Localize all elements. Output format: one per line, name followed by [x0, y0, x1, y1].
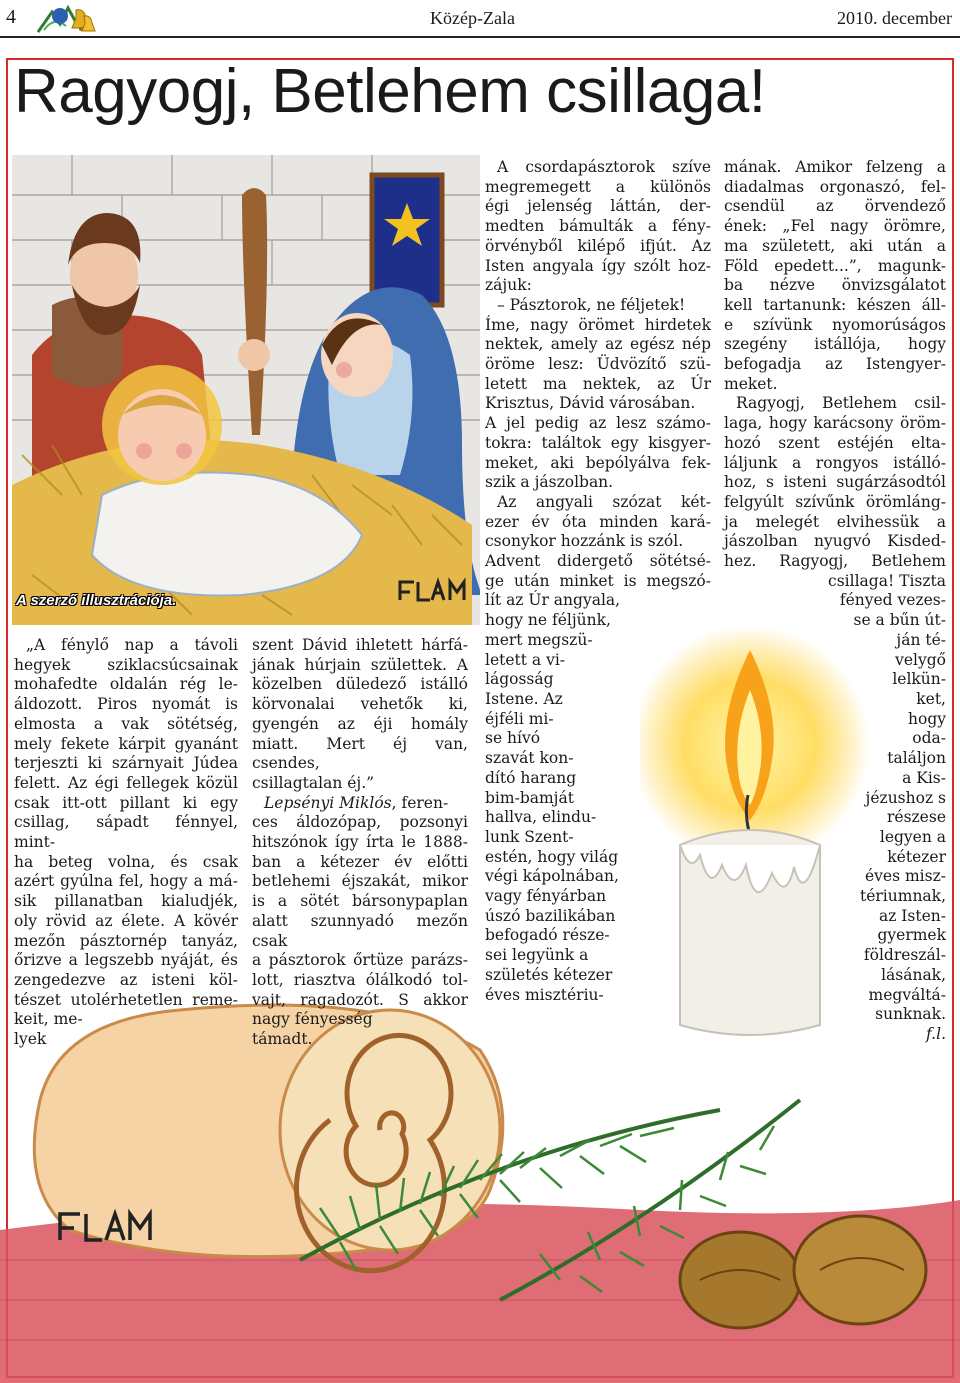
- text-line: mának. Amikor felzeng a: [724, 158, 946, 176]
- text-line: keit, me-: [14, 1010, 83, 1029]
- text-line: gyengén az éji homály: [252, 714, 468, 733]
- text-line: ha beteg volna, és csak: [14, 852, 238, 871]
- text-line: jézushoz s: [865, 788, 946, 807]
- text-line: befogadó része-: [485, 926, 610, 945]
- text-line: zengedezve az isteni köl-: [14, 970, 238, 989]
- text-line: hogy ne féljünk,: [485, 611, 611, 630]
- author-name: Lepsényi Miklós: [264, 793, 392, 812]
- text-line: se a bűn út-: [853, 611, 946, 630]
- text-line: az Isten-: [878, 906, 946, 925]
- text-line: elmosta a vak sötétség,: [14, 714, 238, 733]
- text-line: csonykor hozzánk is szól.: [485, 532, 684, 551]
- text-line: Advent didergető sötétsé-: [485, 552, 711, 571]
- text-line: Krisztus, Dávid városában.: [485, 394, 696, 413]
- text-line: letett a vi-: [485, 650, 566, 669]
- text-line: lásának,: [881, 965, 946, 984]
- text-line: miatt. Mert éj van, csendes,: [252, 734, 468, 773]
- text-line: láljunk a rongyos istálló-: [724, 453, 946, 472]
- text-line: Föld epedett...”, magunk-: [724, 256, 946, 275]
- text-line: lelkün-: [892, 670, 946, 689]
- text-line: örvényből kilépő ifjút. Az: [485, 236, 711, 255]
- page-number: 4: [6, 6, 16, 28]
- text-line: meket.: [724, 374, 778, 393]
- text-line: se hívó: [485, 729, 541, 748]
- text-line: betlehemi éjszakát, mikor: [252, 872, 468, 891]
- article-column-2: [252, 636, 468, 1050]
- text-line: körvonalai vehetők ki,: [252, 695, 468, 714]
- header-rule: [0, 36, 960, 38]
- text-line: lunk Szent-: [485, 827, 574, 846]
- text-line: csillagtalan éj.”: [252, 773, 375, 792]
- text-line: laga, hogy karácsony öröm-: [724, 414, 946, 433]
- text-line: ja melegét elvihessük a: [724, 512, 946, 531]
- text-line: szent Dávid ihletett hárfá-: [252, 636, 468, 654]
- text-line: éjféli mi-: [485, 709, 554, 728]
- text-line: égi jelenség láttán, der-: [485, 197, 711, 216]
- text-line: mely fekete kárpit gyanánt: [14, 734, 238, 753]
- text-line: ket,: [916, 689, 946, 708]
- text-line: ján té-: [896, 630, 946, 649]
- text-line: sei legyünk a: [485, 946, 589, 965]
- text-line: lyek: [14, 1030, 47, 1049]
- text-line: hegyek sziklacsúcsainak: [14, 655, 238, 674]
- text-line: éves misz-: [865, 867, 946, 886]
- text-line: megváltá-: [868, 985, 946, 1004]
- text-line: őrizve a legszebb nyáját, és: [14, 951, 238, 970]
- text-line: hez. Ragyogj, Betlehem: [724, 552, 946, 571]
- text-line: Istene. Az: [485, 689, 563, 708]
- text-line: úszó bazilikában: [485, 906, 616, 925]
- text-line: áldozott. Piros nyomát is: [14, 695, 238, 714]
- text-line: tokra: találtok egy kisgyer-: [485, 433, 711, 452]
- text-line: e szívünk nyomorúságos: [724, 315, 946, 334]
- text-line: lágosság: [485, 670, 554, 689]
- text-line: „A fénylő nap a távoli: [26, 636, 238, 654]
- text-line: sunknak.: [875, 1005, 946, 1024]
- text-line: öröme lesz: Üdvözítő szü-: [485, 355, 711, 374]
- article-column-1: [14, 636, 238, 1050]
- text-line: földreszál-: [863, 946, 946, 965]
- text-line: hozó szent estéjén elta-: [724, 433, 946, 452]
- text-line: ezer év óta minden kará-: [485, 512, 711, 531]
- text-line: támadt.: [252, 1030, 313, 1049]
- illustration-credit: A szerző illusztrációja.: [16, 592, 177, 609]
- text-line: a Kis-: [902, 768, 946, 787]
- text-line: vajt, ragadozót. S akkor: [252, 990, 468, 1009]
- text-line: születés kétezer: [485, 965, 613, 984]
- text-line: szik a jászolban.: [485, 473, 614, 492]
- text-line: sik pillanatban kialudjék,: [14, 892, 238, 911]
- text-line: mert megszü-: [485, 630, 593, 649]
- text-line: A jel pedig az lesz számo-: [485, 414, 711, 433]
- text-line: legyen a: [879, 827, 946, 846]
- text-line: Íme, nagy örömet hirdetek: [485, 315, 711, 334]
- text-line: vagy fényárban: [485, 887, 607, 906]
- text-line: csak itt-ott pillant ki egy: [14, 793, 238, 812]
- text-line: estén, hogy világ: [485, 847, 619, 866]
- text-line: letett ma nektek, az Úr: [485, 374, 711, 393]
- text-line: medten bámulták a fény-: [485, 217, 711, 236]
- text-line: bim-bamját: [485, 788, 574, 807]
- text-line: tériumnak,: [860, 887, 946, 906]
- publication-name: Közép-Zala: [430, 8, 515, 28]
- text-line: oly rövid az élete. A kövér: [14, 911, 238, 930]
- author-paragraph: Lepsényi Miklós, feren-: [264, 793, 449, 812]
- article-column-3: [485, 158, 711, 1005]
- text-line: lít az Úr angyala,: [485, 591, 621, 610]
- issue-date: 2010. december: [837, 8, 952, 28]
- text-line: fényed vezes-: [839, 591, 946, 610]
- text-line: dító harang: [485, 768, 577, 787]
- text-line: zájuk:: [485, 276, 532, 295]
- text-line: hoz, s isteni sugárzásodtól: [724, 473, 946, 492]
- text-line: ének: „Fel nagy örömre,: [724, 217, 946, 236]
- text-line: is a sötét bársonypaplan: [252, 892, 468, 911]
- text-line: csillaga! Tiszta: [828, 571, 946, 590]
- article-title: Ragyogj, Betlehem csillaga!: [14, 57, 766, 126]
- text-line: találjon: [887, 749, 946, 768]
- text-line: csillag, sápadt fénnyel, mint-: [14, 813, 238, 852]
- text-line: csendül az örvendező: [724, 197, 946, 216]
- text-line: oda-: [912, 729, 946, 748]
- text-line: ces áldozópap, pozsonyi: [252, 813, 468, 832]
- text-line: meket, aki bepólyálva fek-: [485, 453, 711, 472]
- text-line: kétezer: [887, 847, 946, 866]
- text-line: ma született, aki után a: [724, 236, 946, 255]
- text-line: befogadja az Istengyer-: [724, 355, 946, 374]
- text-line: hogy: [908, 709, 946, 728]
- text-line: hallva, elindu-: [485, 808, 597, 827]
- text-line: – Pásztorok, ne féljetek!: [497, 295, 686, 314]
- text-line: gyermek: [877, 926, 946, 945]
- text-line: mohafedte oldalán rég le-: [14, 675, 238, 694]
- text-line: jászolban nyugvó Kisded-: [724, 532, 946, 551]
- text-line: nektek, amely az egész nép: [485, 335, 711, 354]
- text-line: azért gyúlna fel, hogy a má-: [14, 872, 238, 891]
- text-line: közelben düledező istálló: [252, 675, 468, 694]
- nativity-illustration: [12, 155, 480, 625]
- text-line: végi kápolnában,: [485, 867, 619, 886]
- text-line: szavát kon-: [485, 749, 574, 768]
- text-line: alatt szunnyadó mezőn csak: [252, 911, 468, 950]
- text-line: a pásztorok őrtüze parázs-: [252, 951, 468, 970]
- text-line: kell tartanunk: készen áll-: [724, 295, 946, 314]
- article-column-4: [724, 158, 946, 1045]
- christmas-bells-logo-icon: [34, 2, 102, 36]
- page-header: [0, 0, 960, 40]
- text-line: szegény istállója, hogy: [724, 335, 946, 354]
- text-line: Ragyogj, Betlehem csil-: [736, 394, 946, 413]
- text-line: lott, riasztva ólálkodó tol-: [252, 970, 468, 989]
- text-line: velygő: [895, 650, 946, 669]
- text-line: A csordapásztorok szíve: [497, 158, 711, 176]
- text-line: felgyúlt szívűnk örömláng-: [724, 492, 946, 511]
- text-line: Isten angyala így szólt hoz-: [485, 256, 711, 275]
- author-initials: f.l.: [926, 1024, 946, 1043]
- text-line: jának húrjain születtek. A: [252, 655, 468, 674]
- text-line: mezőn pásztornép tanyáz,: [14, 931, 238, 950]
- text-line: ban a kétezer év előtti: [252, 852, 468, 871]
- text-line: ge után minket is megszó-: [485, 571, 711, 590]
- text-line: nagy fényesség: [252, 1010, 373, 1029]
- text-line: részese: [886, 808, 946, 827]
- text-line: Az angyali szózat két-: [497, 492, 711, 511]
- text-line: felett. Az égi fellegek közül: [14, 773, 238, 792]
- text-line: hitszónok így írta le 1888-: [252, 833, 468, 852]
- text-line: megremegett a különös: [485, 177, 711, 196]
- text-line: terjeszti ki szárnyait Júdea: [14, 754, 238, 773]
- text-line: tészet utolérhetetlen reme-: [14, 990, 238, 1009]
- text-line: diadalmas orgonaszó, fel-: [724, 177, 946, 196]
- text-line: ba nézve önvizsgálatot: [724, 276, 946, 295]
- text-line: éves misztériu-: [485, 985, 604, 1004]
